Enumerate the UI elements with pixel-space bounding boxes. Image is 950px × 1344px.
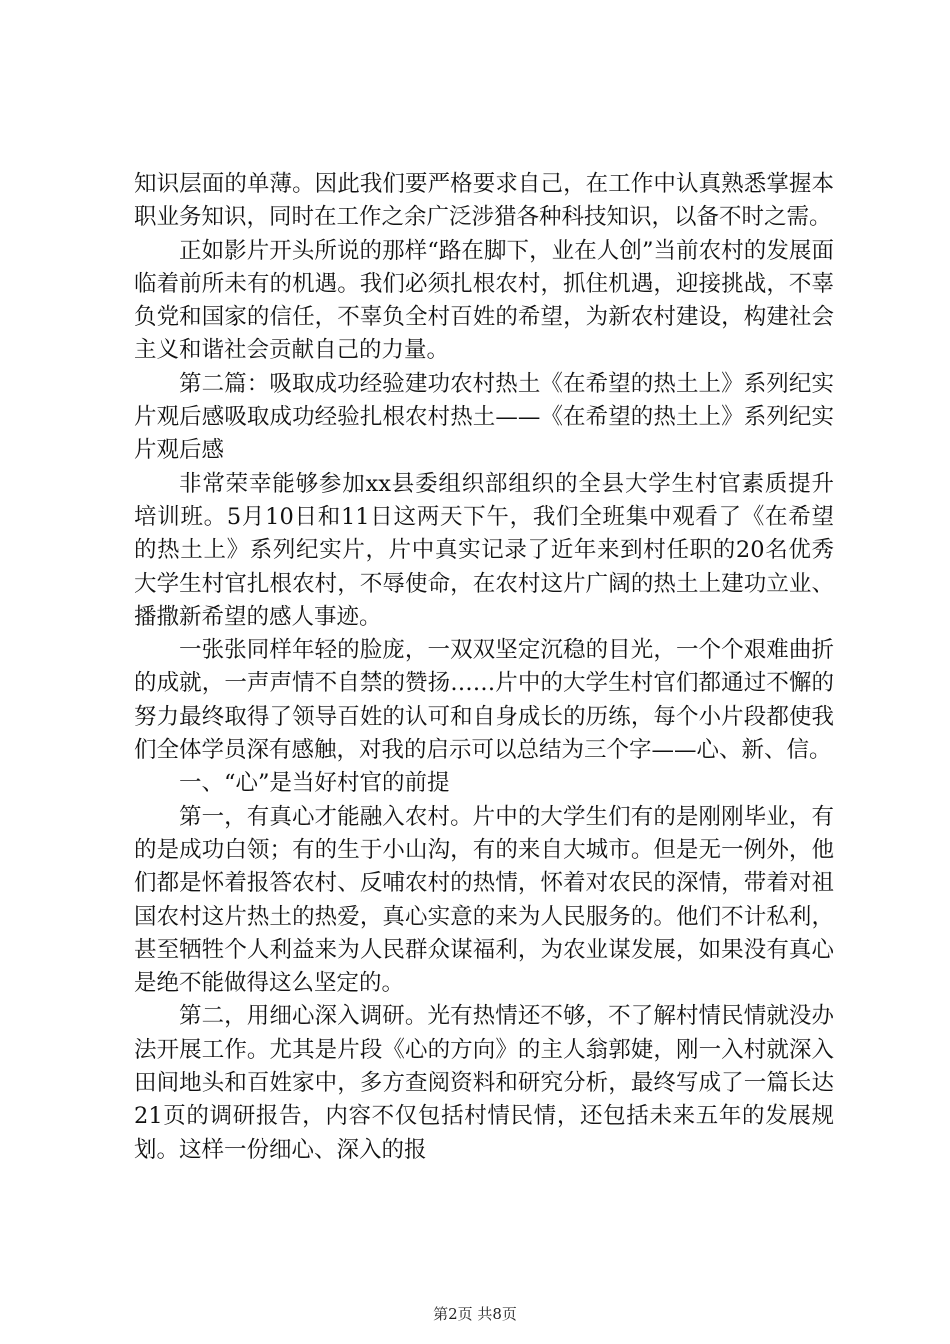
section-heading-heart: 一、“心”是当好村官的前提 xyxy=(179,770,450,797)
paragraph-training-intro: 非常荣幸能够参加xx县委组织部组织的全县大学生村官素质提升培训班。5月10日和11日这两天下午，我们全班集中观看了《在希望的热土上》系列纪实片，片中真实记录了近年来到村任职的20名优秀大学生村官扎根农村，不辱使命，在农村这片广阔的热土上建功立业、播撒新希望的感人事迹。 xyxy=(134,470,834,630)
document-body xyxy=(134,168,834,1167)
paragraph-film-opening: 正如影片开头所说的那样“路在脚下，业在人创”当前农村的发展面临着前所未有的机遇。我们必须扎根农村，抓住机遇，迎接挑战，不辜负党和国家的信任，不辜负全村百姓的希望，为新农村建设，构建社会主义和谐社会贡献自己的力量。 xyxy=(134,237,834,364)
paragraph-sincerity: 第一，有真心才能融入农村。片中的大学生们有的是刚刚毕业，有的是成功白领；有的生于小山沟，有的来自大城市。但是无一例外，他们都是怀着报答农村、反哺农村的热情，怀着对农民的深情，带着对祖国农村这片热土的热爱，真心实意的来为人民服务的。他们不计私利，甚至牺牲个人利益来为人民群众谋福利，为农业谋发展，如果没有真心是绝不能做得这么坚定的。 xyxy=(134,803,834,997)
paragraph-impressions: 一张张同样年轻的脸庞，一双双坚定沉稳的目光，一个个艰难曲折的成就，一声声情不自禁的赞扬……片中的大学生村官们都通过不懈的努力最终取得了领导百姓的认可和自身成长的历练，每个小片段都使我们全体学员深有感触，对我的启示可以总结为三个字——心、新、信。 xyxy=(134,637,834,764)
paragraph-second-article-title: 第二篇：吸取成功经验建功农村热土《在希望的热土上》系列纪实片观后感吸取成功经验扎根农村热土——《在希望的热土上》系列纪实片观后感 xyxy=(134,370,834,464)
paragraph-research: 第二，用细心深入调研。光有热情还不够，不了解村情民情就没办法开展工作。尤其是片段《心的方向》的主人翁郭婕，刚一入村就深入田间地头和百姓家中，多方查阅资料和研究分析，最终写成了一篇长达21页的调研报告，内容不仅包括村情民情，还包括未来五年的发展规划。这样一份细心、深入的报 xyxy=(134,1003,834,1163)
paragraph-continuation: 知识层面的单薄。因此我们要严格要求自己，在工作中认真熟悉掌握本职业务知识，同时在工作之余广泛涉猎各种科技知识，以备不时之需。 xyxy=(134,171,834,231)
page-number-footer: 第2页 共8页 xyxy=(433,1305,517,1323)
